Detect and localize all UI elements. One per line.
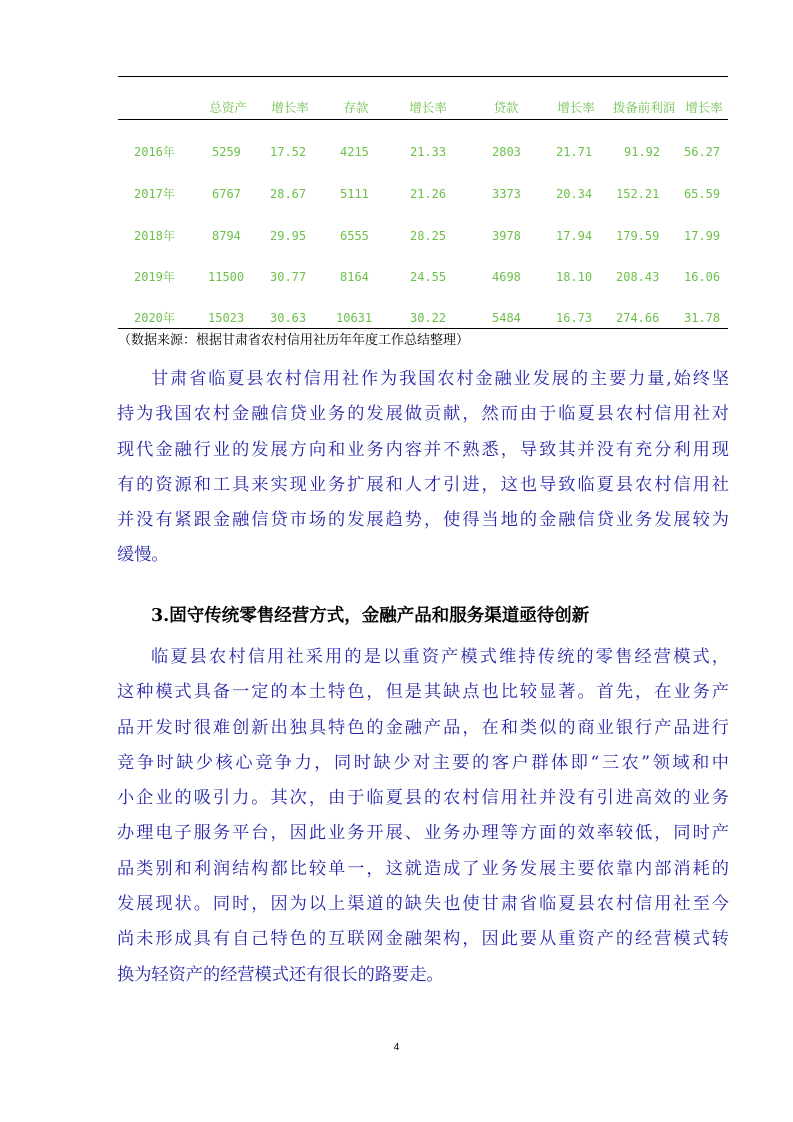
table-cell: 56.27 xyxy=(684,145,721,159)
paragraph-line: 小企业的吸引力。其次，由于临夏县的农村信用社并没有引进高效的业务 xyxy=(117,788,729,809)
table-cell: 31.78 xyxy=(684,311,721,325)
table-cell: 17.99 xyxy=(684,229,721,243)
page-number: 4 xyxy=(393,1042,400,1053)
table-cell: 5259 xyxy=(212,145,241,159)
table-cell: 8794 xyxy=(212,229,241,243)
table-cell: 17.52 xyxy=(270,145,307,159)
table-cell-year: 2020年 xyxy=(134,311,175,325)
table-header-cell: 贷款 xyxy=(493,100,519,115)
paragraph-line: 办理电子服务平台，因此业务开展、业务办理等方面的效率较低，同时产 xyxy=(117,823,729,844)
table-cell-year: 2019年 xyxy=(134,270,175,284)
table-bottom-rule xyxy=(118,328,728,329)
table-cell: 10631 xyxy=(336,311,373,325)
table-row xyxy=(118,228,728,244)
table-cell: 179.59 xyxy=(616,229,660,243)
source-note: （数据来源：根据甘肃省农村信用社历年年度工作总结整理） xyxy=(118,333,470,348)
paragraph-line: 发展现状。同时，因为以上渠道的缺失也使甘肃省临夏县农村信用社至今 xyxy=(117,894,729,915)
table-header-cell: 增长率 xyxy=(271,100,309,115)
paragraph-line: 并没有紧跟金融信贷市场的发展趋势，使得当地的金融信贷业务发展较为 xyxy=(117,510,729,531)
table-cell: 3373 xyxy=(492,187,521,201)
paragraph-line: 换为轻资产的经营模式还有很长的路要走。 xyxy=(117,964,444,985)
paragraph-line: 这种模式具备一定的本土特色，但是其缺点也比较显著。首先，在业务产 xyxy=(117,682,729,703)
table-header-rule xyxy=(118,119,728,120)
table-cell: 3978 xyxy=(492,229,521,243)
table-header-cell: 拨备前利润 xyxy=(612,100,676,115)
section-heading: 3.固守传统零售经营方式，金融产品和服务渠道亟待创新 xyxy=(151,606,590,626)
paragraph-line: 竞争时缺少核心竞争力，同时缺少对主要的客户群体即“三农”领域和中 xyxy=(117,752,729,773)
table-cell-year: 2018年 xyxy=(134,229,175,243)
table-row xyxy=(118,186,728,202)
table-cell: 6555 xyxy=(340,229,369,243)
table-cell: 5484 xyxy=(492,311,521,325)
table-cell: 8164 xyxy=(340,270,369,284)
table-cell: 20.34 xyxy=(556,187,593,201)
table-top-rule xyxy=(118,76,728,77)
table-cell: 274.66 xyxy=(616,311,660,325)
table-cell: 15023 xyxy=(208,311,245,325)
table-cell: 65.59 xyxy=(684,187,721,201)
table-cell: 28.25 xyxy=(410,229,447,243)
table-cell: 11500 xyxy=(208,270,245,284)
table-cell: 17.94 xyxy=(556,229,593,243)
table-cell: 21.26 xyxy=(410,187,447,201)
table-cell: 16.73 xyxy=(556,311,593,325)
table-header-cell: 增长率 xyxy=(685,100,723,115)
table-header-cell: 增长率 xyxy=(409,100,447,115)
table-header-row xyxy=(118,100,728,118)
paragraph-line: 临夏县农村信用社采用的是以重资产模式维持传统的零售经营模式， xyxy=(151,647,729,667)
table-cell: 30.22 xyxy=(410,311,447,325)
table-cell: 21.33 xyxy=(410,145,447,159)
table-cell: 30.77 xyxy=(270,270,307,284)
body-paragraph xyxy=(117,362,729,574)
paragraph-line: 甘肃省临夏县农村信用社作为我国农村金融业发展的主要力量,始终坚 xyxy=(151,369,729,389)
table-cell: 6767 xyxy=(212,187,241,201)
table-row xyxy=(118,269,728,285)
table-header-cell: 总资产 xyxy=(209,100,247,115)
table-cell: 2803 xyxy=(492,145,521,159)
table-header-cell: 存款 xyxy=(343,100,369,115)
table-cell: 29.95 xyxy=(270,229,307,243)
paragraph-line: 有的资源和工具来实现业务扩展和人才引进，这也导致临夏县农村信用社 xyxy=(117,474,729,495)
table-cell: 4698 xyxy=(492,270,521,284)
table-cell: 30.63 xyxy=(270,311,307,325)
paragraph-line: 品开发时很难创新出独具特色的金融产品，在和类似的商业银行产品进行 xyxy=(117,717,729,738)
table-cell: 5111 xyxy=(340,187,369,201)
table-row xyxy=(118,310,728,326)
paragraph-line: 现代金融行业的发展方向和业务内容并不熟悉，导致其并没有充分利用现 xyxy=(117,439,729,460)
table-cell: 24.55 xyxy=(410,270,447,284)
table-cell: 21.71 xyxy=(556,145,593,159)
paragraph-line: 持为我国农村金融信贷业务的发展做贡献，然而由于临夏县农村信用社对 xyxy=(117,404,729,425)
table-cell: 4215 xyxy=(340,145,369,159)
table-cell: 16.06 xyxy=(684,270,721,284)
table-cell: 18.10 xyxy=(556,270,593,284)
table-cell: 152.21 xyxy=(616,187,660,201)
body-paragraph xyxy=(117,640,729,993)
table-header-cell: 增长率 xyxy=(557,100,595,115)
paragraph-line: 尚未形成具有自己特色的互联网金融架构，因此要从重资产的经营模式转 xyxy=(117,929,729,950)
table-cell: 28.67 xyxy=(270,187,307,201)
table-cell-year: 2017年 xyxy=(134,187,175,201)
table-cell: 91.92 xyxy=(624,145,661,159)
paragraph-line: 品类别和利润结构都比较单一，这就造成了业务发展主要依靠内部消耗的 xyxy=(117,858,729,879)
table-cell-year: 2016年 xyxy=(134,145,175,159)
table-cell: 208.43 xyxy=(616,270,660,284)
paragraph-line: 缓慢。 xyxy=(117,545,169,566)
table-row xyxy=(118,144,728,160)
